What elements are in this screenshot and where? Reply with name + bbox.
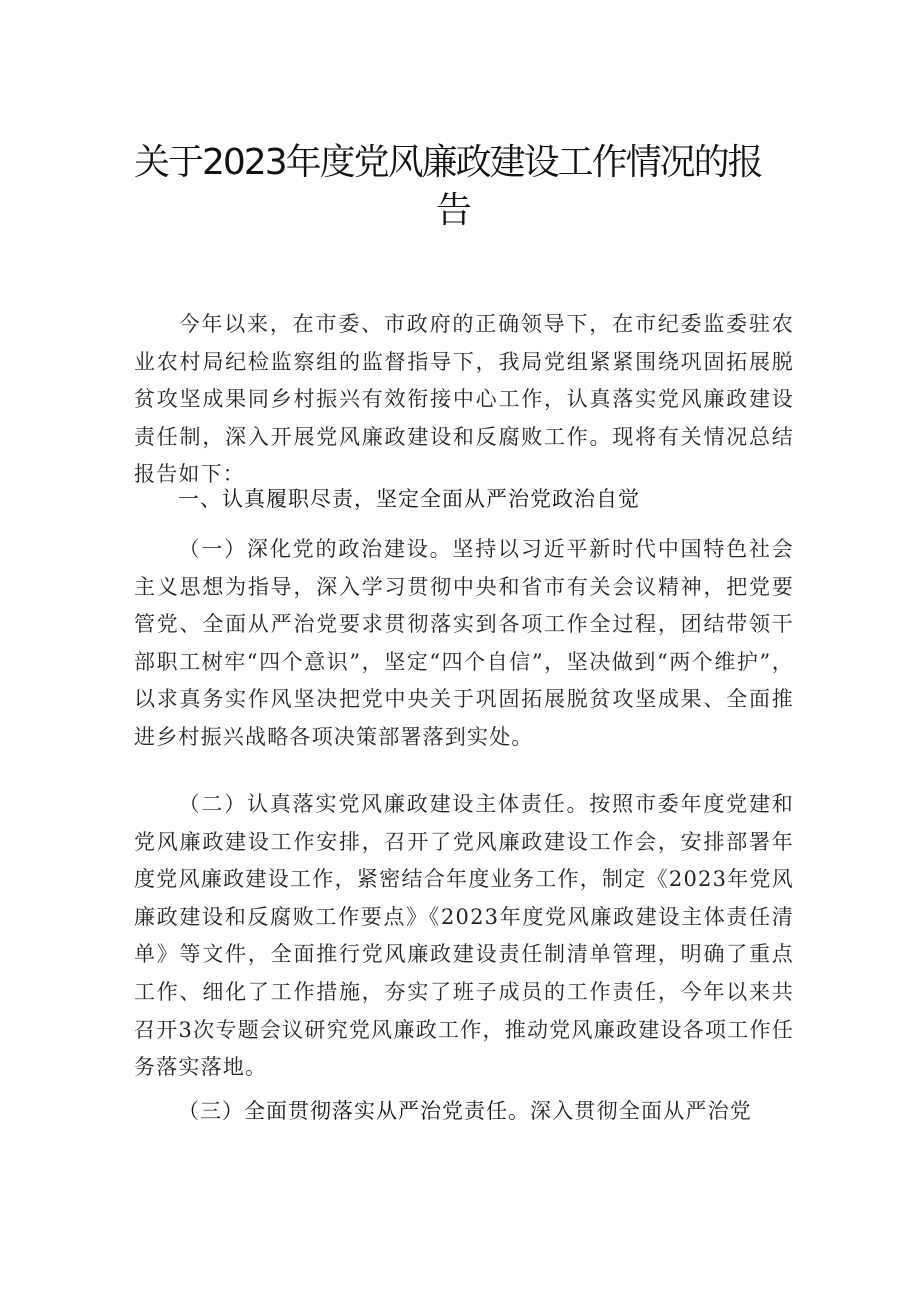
- intro-text: 今年以来，在市委、市政府的正确领导下，在市纪委监委驻农业农村局纪检监察组的监督指导下，我局党组紧紧围绕巩固拓展脱贫攻坚成果同乡村振兴有效衔接中心工作，认真落实党风廉政建设责任制，深入开展党风廉政建设和反腐败工作。现将有关情况总结报告如下：: [134, 312, 794, 487]
- item-2-text: （二）认真落实党风廉政建设主体责任。按照市委年度党建和党风廉政建设工作安排，召开了党风廉政建设工作会，安排部署年度党风廉政建设工作，紧密结合年度业务工作，制定《2023年党风廉政建设和反腐败工作要点》《2023年度党风廉政建设主体责任清单》等文件，全面推行党风廉政建设责任制清单管理，明确了重点工作、细化了工作措施，夯实了班子成员的工作责任，今年以来共召开3次专题会议研究党风廉政工作，推动党风廉政建设各项工作任务落实落地。: [134, 792, 794, 1080]
- item-3-text: 深入贯彻全面从严治党: [530, 1099, 752, 1123]
- item-3-paragraph: [178, 1093, 798, 1130]
- item-3-heading: （三）全面贯彻落实从严治党责任。: [178, 1099, 530, 1123]
- intro-paragraph: [134, 306, 794, 494]
- section-heading-1: 一、认真履职尽责，坚定全面从严治党政治自觉: [178, 487, 640, 511]
- item-1-text: （一）深化党的政治建设。坚持以习近平新时代中国特色社会主义思想为指导，深入学习贯彻中央和省市有关会议精神，把党要管党、全面从严治党要求贯彻落实到各项工作全过程，团结带领干部职工树牢“四个意识”，坚定“四个自信”，坚决做到“两个维护”，以求真务实作风坚决把党中央关于巩固拓展脱贫攻坚成果、全面推进乡村振兴战略各项决策部署落到实处。: [134, 537, 794, 749]
- item-2-paragraph: [134, 786, 794, 1087]
- document-title-continuation: 告: [436, 190, 473, 231]
- item-1-paragraph: [134, 531, 794, 757]
- document-title: 关于2023年度党风廉政建设工作情况的报: [134, 142, 762, 183]
